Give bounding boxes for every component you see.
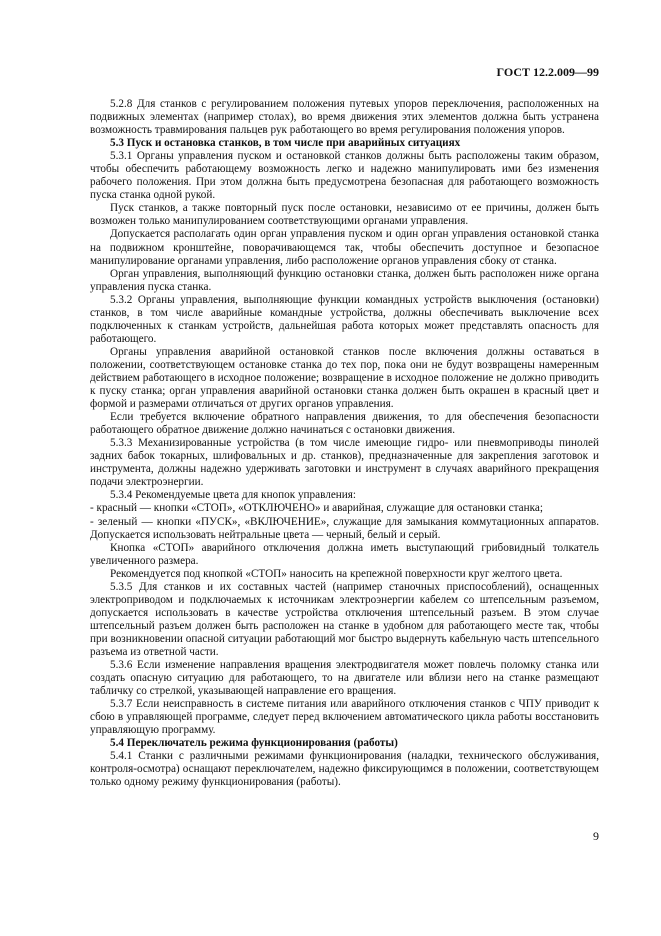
- section-heading-5-4: 5.4 Переключатель режима функционирования (работы): [110, 737, 398, 750]
- paragraph-5-3-2: 5.3.2 Органы управления, выполняющие функции командных устройств выключения (остановки) станков, в том числе аварийные командные устройства, должны обеспечивать выключение всех подключенных к станкам устройств, дальнейшая работа которых может представлять опасность для работающего.: [90, 293, 599, 345]
- paragraph-emergency-stop: Органы управления аварийной остановкой станков после включения должны оставаться в положении, соответствующем остановке станка до тех пор, пока они не будут возвращены намеренным действием работающего в исходное положение; возвращение в исходное положение не должно приводить к пуску станка; орган управления аварийной остановки станка должен быть окрашен в красный цвет и формой и размерами отличаться от других органов управления.: [90, 345, 599, 411]
- paragraph-5-3-7: 5.3.7 Если неисправность в системе питания или аварийного отключения станков с ЧПУ приводит к сбою в управляющей программе, следует перед включением автоматического цикла работы восстановить управляющую программу.: [90, 698, 599, 737]
- document-body: [90, 98, 599, 789]
- paragraph-5-3-4: 5.3.4 Рекомендуемые цвета для кнопок управления:: [110, 489, 357, 502]
- paragraph-yellow-circle: Рекомендуется под кнопкой «СТОП» наносить на крепежной поверхности круг желтого цвета.: [110, 567, 563, 580]
- paragraph-5-2-8: 5.2.8 Для станков с регулированием положения путевых упоров переключения, расположенных на подвижных элементах (например столах), во время движения этих элементов должна быть устранена возможность травмирования пальцев рук работающего во время регулирования положения упоров.: [90, 98, 599, 137]
- paragraph-5-3-5: 5.3.5 Для станков и их составных частей (например станочных приспособлений), оснащенных электроприводом и подключаемых к источникам электроэнергии кабелем со штепсельным разъемом, допускается использовать в качестве устройства отключения штепсельный разъем. В этом случае штепсельный разъем должен быть расположен на станке в удобном для работающего месте так, чтобы при возникновении опасной ситуации работающий мог быстро выдернуть кабельную часть штепсельного разъема из ответной части.: [90, 580, 599, 658]
- paragraph-5-3-1: 5.3.1 Органы управления пуском и остановкой станков должны быть расположены таким образом, чтобы обеспечить работающему возможность легко и надежно манипулировать ими без изменения рабочего положения. При этом должна быть предусмотрена безопасная для работающего возможность пуска станка одной рукой.: [90, 150, 599, 202]
- page-number: 9: [593, 829, 599, 843]
- paragraph-stop-control: Орган управления, выполняющий функцию остановки станка, должен быть расположен ниже органа управления пуска станка.: [90, 267, 599, 293]
- list-item-green: - зеленый — кнопки «ПУСК», «ВКЛЮЧЕНИЕ», служащие для замыкания коммутационных аппаратов. Допускается использовать нейтральные цвета — черный, белый и серый.: [90, 515, 599, 541]
- paragraph-stop-button: Кнопка «СТОП» аварийного отключения должна иметь выступающий грибовидный толкатель увеличенного размера.: [90, 541, 599, 567]
- document-code-header: ГОСТ 12.2.009—99: [496, 65, 599, 79]
- paragraph-bracket: Допускается располагать один орган управления пуском и один орган управления остановкой станка на подвижном кронштейне, поворачивающемся так, чтобы обеспечить доступное и безопасное манипулирование органами управления, либо расположение органов управления сбоку от станка.: [90, 228, 599, 267]
- paragraph-reverse-motion: Если требуется включение обратного направления движения, то для обеспечения безопасности работающего обратное движение должно начинаться с остановки движения.: [90, 411, 599, 437]
- paragraph-5-3-6: 5.3.6 Если изменение направления вращения электродвигателя может повлечь поломку станка или создать опасную ситуацию для работающего, то на двигателе или вблизи него на станке размещают табличку со стрелкой, указывающей направление его вращения.: [90, 659, 599, 698]
- paragraph-5-3-3: 5.3.3 Механизированные устройства (в том числе имеющие гидро- или пневмоприводы пинолей задних бабок токарных, шлифовальных и др. станков), предназначенные для закрепления заготовок и инструмента, должны надежно удерживать заготовки и инструмент в случаях аварийного прекращения подачи электроэнергии.: [90, 437, 599, 489]
- paragraph-5-4-1: 5.4.1 Станки с различными режимами функционирования (наладки, технического обслуживания, контроля-осмотра) оснащают переключателем, надежно фиксирующимся в положении, соответствующем только одному режиму функционирования (работы).: [90, 750, 599, 789]
- section-heading-5-3: 5.3 Пуск и остановка станков, в том числе при аварийных ситуациях: [110, 137, 461, 150]
- paragraph-restart: Пуск станков, а также повторный пуск после остановки, независимо от ее причины, должен быть возможен только манипулированием соответствующими органами управления.: [90, 202, 599, 228]
- list-item-red: - красный — кнопки «СТОП», «ОТКЛЮЧЕНО» и аварийная, служащие для остановки станка;: [90, 502, 543, 515]
